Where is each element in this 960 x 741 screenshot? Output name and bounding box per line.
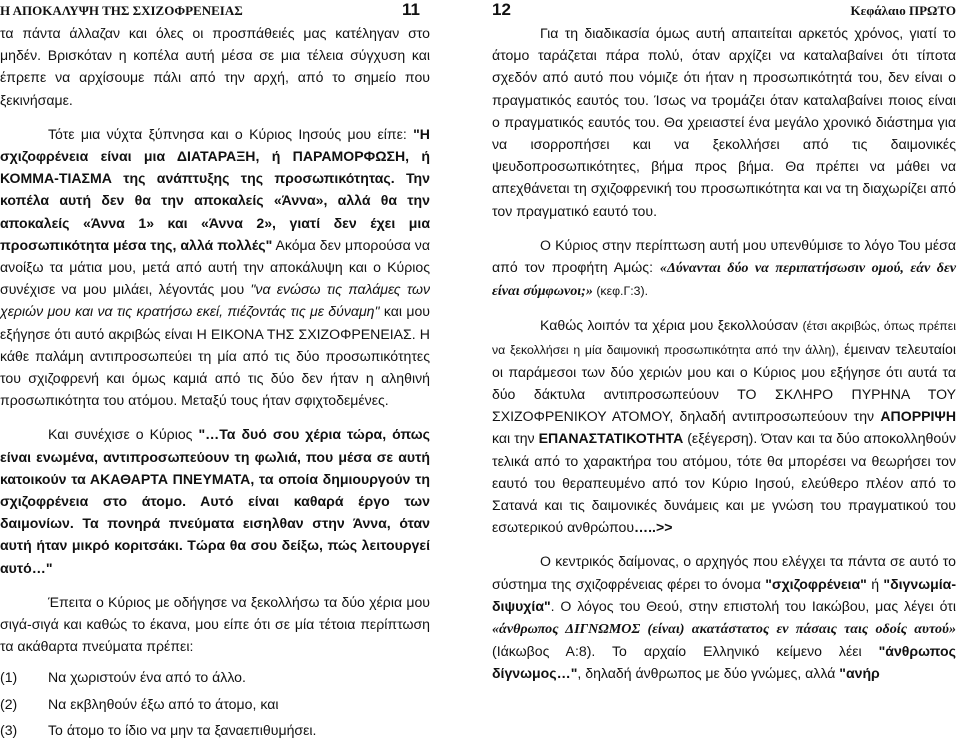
list-text: Το άτομο το ίδιο να μην τα ξαναεπιθυμήσει.	[48, 721, 317, 738]
text-run: Τότε μια νύχτα ξύπνησα και ο Κύριος Ιησούς μου είπε:	[48, 125, 414, 142]
italic-quote: "να ενώσω τις παλάμες των χεριών μου και να τις κρατήσω εκεί, πιέζοντάς τις με δύναμη"	[0, 281, 430, 320]
right-page-header	[492, 0, 956, 22]
list-item	[0, 666, 430, 688]
text-run: Ο Κύριος στην περίπτωση αυτή μου υπενθύμισε το λόγο Του μέσα από τον προφήτη Αμώς:	[492, 236, 956, 276]
list-item	[0, 693, 430, 715]
running-title: Κεφάλαιο ΠΡΩΤΟ	[850, 3, 956, 18]
paragraph	[0, 423, 430, 578]
text-run: και την	[492, 430, 539, 447]
left-page	[0, 0, 452, 738]
paragraph: Έπειτα ο Κύριος με οδήγησε να ξεκολλήσω τα δύο χέρια μου σιγά-σιγά και καθώς το έκανα, μου είπε ότι σε μία τέτοια περίπτωση τα ακάθαρτα πνεύματα πρέπει:	[0, 593, 430, 655]
paragraph: τα πάντα άλλαζαν και όλες οι προσπάθειές μας κατέληγαν στο μηδέν. Βρισκόταν η κοπέλα αυτή μέσα σε μια τέλεια σύγχυση και έπρεπε να αρχίσουμε πάλι από την αρχή, από το σημείο που ξεκινήσαμε.	[0, 25, 430, 108]
running-title: Η ΑΠΟΚΑΛΥΨΗ ΤΗΣ ΣΧΙΖΟΦΡΕΝΕΙΑΣ	[0, 3, 243, 18]
scripture-quote: «Δύνανται δύο να περιπατήσωσιν ομού, εάν δεν είναι σύμφωνοι;»	[492, 260, 957, 300]
numbered-list	[0, 666, 430, 741]
text-run: (Ιάκωβος Α:8). Το αρχαίο Ελληνικό κείμενο λέει	[492, 643, 879, 660]
left-body	[0, 22, 430, 741]
scripture-quote: «άνθρωπος ΔΙΓΝΩΜΟΣ (είναι) ακατάστατος εν πάσαις ταις οδοίς αυτού»	[492, 621, 956, 638]
bold-term: "σχιζοφρένεια"	[765, 575, 867, 592]
list-text: Να εκβληθούν έξω από το άτομο, και	[48, 695, 279, 712]
text-run: έμειναν τελευταίοι οι παράμεσοι των δύο χεριών μου και ο Κύριος μου εξήγησε ότι αυτά τα δύο δάκτυλα αντιπροσωπεύουν ΤΟ ΣΚΛΗΡΟ ΠΥΡΗΝΑ ΤΟΥ ΣΧΙΖΟΦΡΕΝΙΚΟΥ ΑΤΟΜΟΥ, δηλαδή αντιπροσωπεύουν την	[492, 340, 956, 425]
text-run: ή	[866, 575, 884, 592]
list-number: (2)	[0, 695, 18, 712]
paragraph: Για τη διαδικασία όμως αυτή απαιτείται αρκετός χρόνος, γιατί το άτομο ταράζεται πάρα πολύ, όταν αρχίζει να καταλαβαίνει ότι τίποτα σχεδόν από αυτό που νόμιζε ότι ήταν η προσωπικότητά του, δεν είναι ο πραγματικός εαυτός του. Ίσως να τρομάζει όταν καταλαβαίνει ποιος είναι ο πραγματικός εαυτός του. Θα χρειαστεί ένα μεγάλο χρονικό διάστημα για να ισορροπήσει και να ξεκολλήσει από τις δαιμονικές ψευδοπροσωπικότητες, βήμα προς βήμα. Θα πρέπει να μάθει να απεχθάνεται τη σχιζοφρενική του προσωπικότητα και να τη διαχωρίζει από τον πραγματικό εαυτό του.	[492, 25, 956, 219]
bold-term: "άνθρωπος δίγνωμος…"	[492, 643, 956, 682]
bold-quote: "Η σχιζοφρένεια είναι μια ΔΙΑΤΑΡΑΞΗ, ή ΠΑΡΑΜΟΡΦΩΣΗ, ή ΚΟΜΜΑ-ΤΙΑΣΜΑ της ανάπτυξης της προσωπικότητας. Την κοπέλα αυτή δεν θα την αποκαλείς «Άννα», αλλά θα την αποκαλείς «Άννα 1» και «Άννα 2», γιατί δεν έχει μια προσωπικότητα μέσα της, αλλά πολλές"	[0, 125, 430, 253]
text-run: , δηλαδή άνθρωπος με δύο γνώμες, αλλά	[577, 665, 840, 682]
paragraph	[0, 123, 430, 412]
bold-term: "διγνωμία-διψυχία"	[492, 575, 957, 614]
text-run: Καθώς λοιπόν τα χέρια μου ξεκολλούσαν	[540, 317, 803, 334]
bold-term: ΕΠΑΝΑΣΤΑΤΙΚΟΤΗΤΑ	[538, 430, 684, 447]
ellipsis-marker: …..>>	[634, 519, 673, 536]
bold-term: "ανήρ	[839, 665, 880, 682]
list-item	[0, 719, 430, 741]
text-run: Ο κεντρικός δαίμονας, ο αρχηγός που ελέγχει τα πάντα σε αυτό το σύστημα της σχιζοφρένειας φέρει το όνομα	[492, 553, 956, 592]
right-body	[492, 22, 956, 685]
page-number: 12	[492, 0, 511, 19]
paragraph	[492, 550, 956, 684]
list-number: (1)	[0, 669, 18, 686]
list-text: Να χωριστούν ένα από το άλλο.	[48, 669, 246, 686]
right-page	[492, 0, 957, 682]
text-run: Και συνέχισε ο Κύριος	[48, 426, 199, 443]
bold-term: ΑΠΟΡΡΙΨΗ	[880, 408, 956, 425]
reference: (κεφ.Γ:3).	[592, 284, 648, 299]
text-run: και μου εξήγησε ότι αυτό ακριβώς είναι Η ΕΙΚΟΝΑ ΤΗΣ ΣΧΙΖΟΦΡΕΝΕΙΑΣ. Η κάθε παλάμη αντιπροσωπεύει τη μία από τις δύο προσωπικότητες του σχιζοφρενή και όμως καμιά από τις δύο δεν ήταν η αληθινή προσωπικότητα του ατόμου. Μεταξύ τους ήταν σφιχτοδεμένες.	[0, 303, 430, 409]
text-run: (εξέγερση). Όταν και τα δύο αποκολληθούν τελικά από το χαρακτήρα του ατόμου, τότε θα μπορέσει να θεωρήσει τον εαυτό του θεραπευμένο από τον Κύριο Ιησού, ελεύθερο πλέον από το Σατανά και τις δαιμονικές δυνάμεις και με γνώση του πραγματικού του εσωτερικού ανθρώπου	[492, 430, 956, 536]
paragraph	[492, 314, 956, 538]
paragraph	[492, 234, 956, 303]
page-number: 11	[402, 0, 420, 19]
left-page-header	[0, 0, 452, 22]
bold-quote: "…Τα δυό σου χέρια τώρα, όπως είναι ενωμένα, αντιπροσωπεύουν τη φωλιά, που μέσα σε αυτή κατοικούν τα ΑΚΑΘΑΡΤΑ ΠΝΕΥΜΑΤΑ, τα οποία δημιουργούν τη σχιζοφρένεια στο άτομο. Αυτό είναι καθαρά έργο των δαιμονίων. Τα πονηρά πνεύματα εισηλθαν στην Άννα, όταν αυτή ήταν μικρό κοριτσάκι. Τώρα θα σου δείξω, πώς λειτουργεί αυτό…"	[0, 426, 430, 576]
parenthetical: (έτσι ακριβώς, όπως πρέπει να ξεκολλήσει η μία δαιμονική προσωπικότητα από την άλλη),	[492, 319, 956, 357]
list-number: (3)	[0, 721, 18, 738]
text-run: Ακόμα δεν μπορούσα να ανοίξω τα μάτια μου, μετά από αυτή την αποκάλυψη και ο Κύριος συνέχισε να μου μιλάει, λέγοντάς μου	[0, 236, 430, 298]
text-run: . Ο λόγος του Θεού, στην επιστολή του Ιακώβου, μας λέγει ότι	[550, 597, 956, 614]
